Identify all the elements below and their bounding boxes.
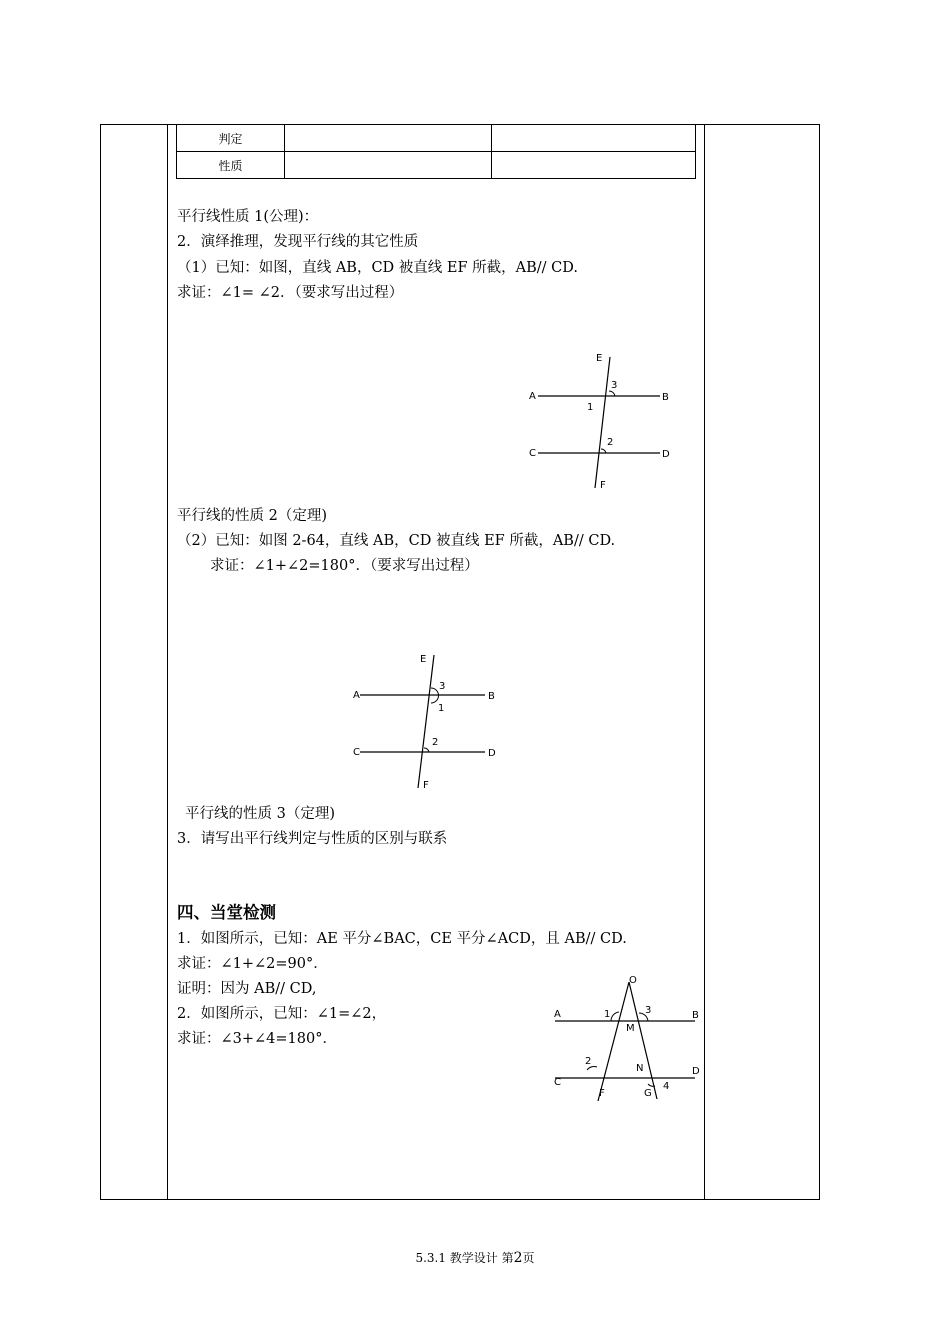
figure-label: F bbox=[599, 1088, 605, 1099]
figure-label: D bbox=[488, 748, 496, 759]
figure-label: B bbox=[662, 392, 669, 403]
text-line: 求证：∠1+∠2=90°． bbox=[177, 956, 328, 972]
figure-label: D bbox=[662, 449, 670, 460]
footer-page-number: 2 bbox=[513, 1250, 523, 1266]
figure-label: 2 bbox=[585, 1056, 592, 1067]
table-cell bbox=[285, 125, 492, 152]
figure-label: 3 bbox=[611, 380, 618, 391]
text-line: 证明：因为 AB// CD, bbox=[177, 981, 317, 997]
table-row-label: 性质 bbox=[177, 152, 285, 179]
figure-label: M bbox=[626, 1023, 635, 1034]
figure-label: F bbox=[600, 480, 606, 491]
figure-label: C bbox=[554, 1077, 561, 1088]
text-line: （1）已知：如图，直线 AB，CD 被直线 EF 所截，AB// CD. bbox=[177, 260, 578, 276]
table-row bbox=[177, 125, 696, 152]
figure-label: A bbox=[529, 391, 536, 402]
figure-label: 3 bbox=[439, 681, 446, 692]
figure-parallel-lines-2 bbox=[345, 648, 510, 793]
figure-label: A bbox=[353, 690, 360, 701]
table-row-label: 判定 bbox=[177, 125, 285, 152]
comparison-table bbox=[176, 124, 696, 179]
column-divider-left bbox=[167, 125, 168, 1199]
table-cell bbox=[492, 125, 696, 152]
page-footer bbox=[0, 1249, 950, 1266]
figure-label: 3 bbox=[645, 1005, 652, 1016]
table-cell bbox=[285, 152, 492, 179]
figure-label: C bbox=[353, 747, 360, 758]
text-line: 2．演绎推理，发现平行线的其它性质 bbox=[177, 234, 419, 250]
figure-label: 2 bbox=[432, 737, 439, 748]
text-line: 平行线的性质 2（定理) bbox=[177, 508, 327, 524]
text-line: 2．如图所示，已知：∠1=∠2， bbox=[177, 1006, 387, 1022]
figure-label: C bbox=[529, 448, 536, 459]
figure-label: 2 bbox=[607, 437, 614, 448]
text-line: 求证：∠3+∠4=180°． bbox=[177, 1031, 337, 1047]
section-heading: 四、当堂检测 bbox=[177, 903, 276, 922]
figure-label: F bbox=[423, 780, 429, 791]
figure-label: B bbox=[488, 691, 495, 702]
figure-label: 1 bbox=[438, 703, 445, 714]
figure-label: 1 bbox=[587, 402, 594, 413]
footer-suffix: 页 bbox=[522, 1251, 535, 1265]
figure-label: O bbox=[629, 975, 637, 986]
text-line: 平行线的性质 3（定理) bbox=[185, 806, 335, 822]
figure-label: A bbox=[554, 1009, 561, 1020]
figure-label: 4 bbox=[663, 1081, 670, 1092]
figure-label: E bbox=[420, 654, 427, 665]
text-line: 求证：∠1= ∠2．（要求写出过程） bbox=[177, 285, 404, 301]
figure-label: D bbox=[692, 1066, 700, 1077]
text-line: 1．如图所示，已知：AE 平分∠BAC，CE 平分∠ACD，且 AB// CD. bbox=[177, 931, 627, 947]
text-line: （2）已知：如图 2-64，直线 AB，CD 被直线 EF 所截，AB// CD. bbox=[177, 533, 616, 549]
text-line: 求证：∠1+∠2=180°．（要求写出过程） bbox=[210, 558, 479, 574]
figure-label: 1 bbox=[604, 1009, 611, 1020]
figure-triangle-parallel bbox=[545, 975, 710, 1110]
figure-label: G bbox=[644, 1088, 652, 1099]
table-row bbox=[177, 152, 696, 179]
footer-text: 5.3.1 教学设计 第 bbox=[415, 1251, 514, 1265]
text-line: 3．请写出平行线判定与性质的区别与联系 bbox=[177, 831, 448, 847]
text-line: 平行线性质 1(公理)： bbox=[177, 209, 319, 225]
figure-parallel-lines-1 bbox=[520, 350, 680, 495]
figure-label: E bbox=[596, 353, 603, 364]
figure-label: B bbox=[692, 1010, 699, 1021]
figure-label: N bbox=[636, 1063, 644, 1074]
table-cell bbox=[492, 152, 696, 179]
